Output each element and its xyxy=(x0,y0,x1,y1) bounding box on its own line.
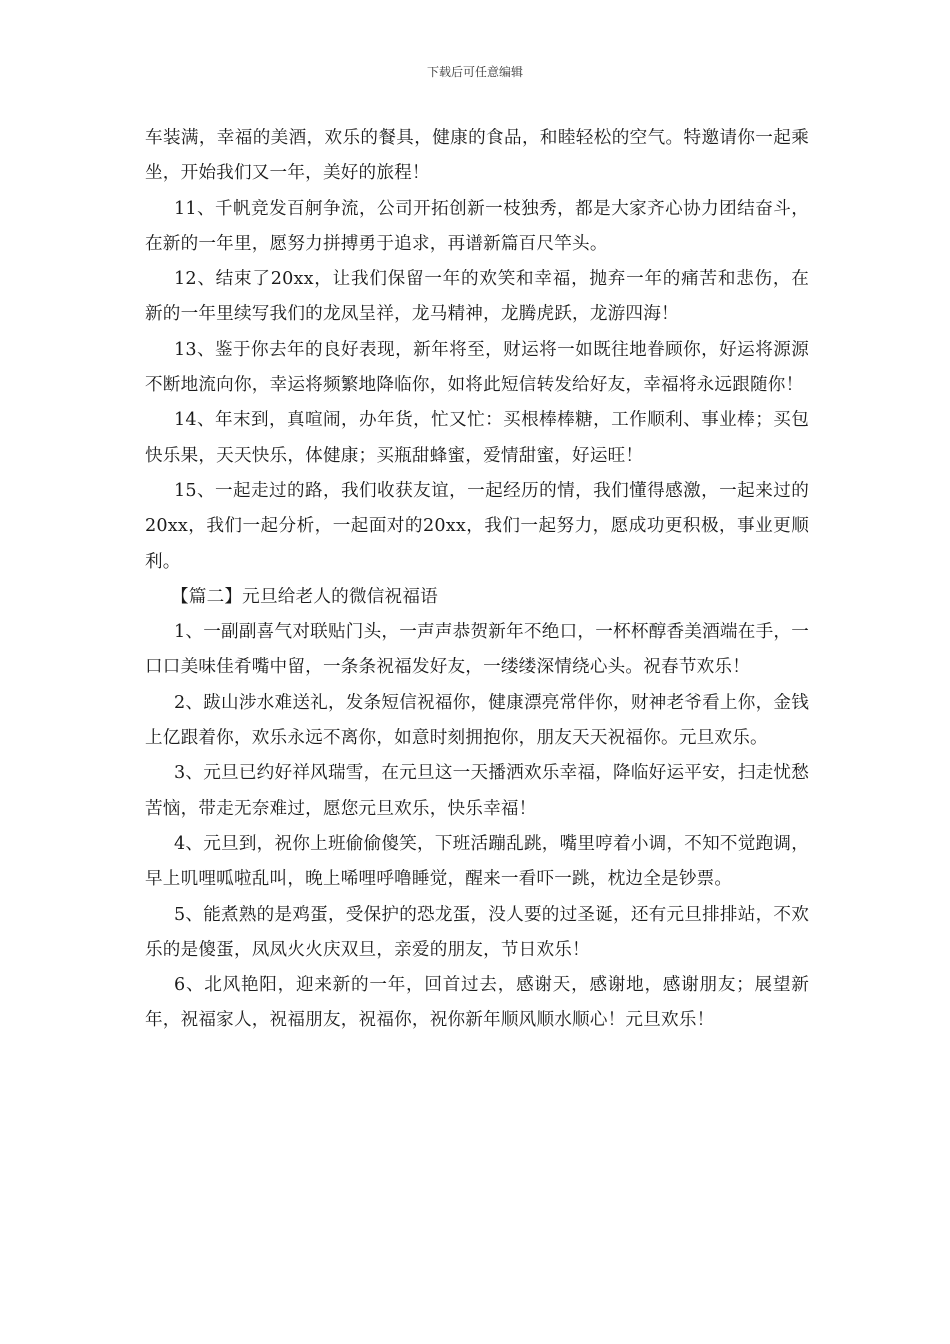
document-body xyxy=(145,121,809,1039)
section-heading: 【篇二】元旦给老人的微信祝福语 xyxy=(171,586,438,607)
paragraph: 6、北风艳阳，迎来新的一年，回首过去，感谢天，感谢地，感谢朋友；展望新年，祝福家人，祝福朋友，祝福你，祝你新年顺风顺水顺心！元旦欢乐！ xyxy=(145,975,809,1031)
paragraph: 1、一副副喜气对联贴门头，一声声恭贺新年不绝口，一杯杯醇香美酒端在手，一口口美味佳肴嘴中留，一条条祝福发好友，一缕缕深情绕心头。祝春节欢乐！ xyxy=(145,622,809,678)
paragraph: 15、一起走过的路，我们收获友谊，一起经历的情，我们懂得感激，一起来过的20xx，我们一起分析，一起面对的20xx，我们一起努力，愿成功更积极，事业更顺利。 xyxy=(145,480,809,572)
paragraph: 13、鉴于你去年的良好表现，新年将至，财运将一如既往地眷顾你，好运将源源不断地流向你，幸运将频繁地降临你，如将此短信转发给好友，幸福将永远跟随你！ xyxy=(145,339,809,396)
paragraph: 3、元旦已约好祥风瑞雪，在元旦这一天播洒欢乐幸福，降临好运平安，扫走忧愁苦恼，带走无奈难过，愿您元旦欢乐，快乐幸福！ xyxy=(145,763,809,819)
paragraph: 2、跋山涉水难送礼，发条短信祝福你，健康漂亮常伴你，财神老爷看上你，金钱上亿跟着你，欢乐永远不离你，如意时刻拥抱你，朋友天天祝福你。元旦欢乐。 xyxy=(145,692,809,749)
paragraph: 车装满，幸福的美酒，欢乐的餐具，健康的食品，和睦轻松的空气。特邀请你一起乘坐，开始我们又一年，美好的旅程！ xyxy=(145,128,809,184)
paragraph: 14、年末到，真喧闹，办年货，忙又忙：买根棒棒糖，工作顺利、事业棒；买包快乐果，天天快乐，体健康；买瓶甜蜂蜜，爱情甜蜜，好运旺！ xyxy=(145,410,809,466)
paragraph: 4、元旦到，祝你上班偷偷傻笑，下班活蹦乱跳，嘴里哼着小调，不知不觉跑调，早上叽哩呱啦乱叫，晚上唏哩呼噜睡觉，醒来一看吓一跳，枕边全是钞票。 xyxy=(145,833,809,890)
paragraph: 5、能煮熟的是鸡蛋，受保护的恐龙蛋，没人要的过圣诞，还有元旦排排站，不欢乐的是傻蛋，凤凤火火庆双旦，亲爱的朋友，节日欢乐！ xyxy=(145,904,809,960)
page-header: 下载后可任意编辑 xyxy=(426,65,523,79)
paragraph: 12、结束了20xx，让我们保留一年的欢笑和幸福，抛弃一年的痛苦和悲伤，在新的一年里续写我们的龙凤呈祥，龙马精神，龙腾虎跃，龙游四海！ xyxy=(145,269,809,325)
paragraph: 11、千帆竞发百舸争流，公司开拓创新一枝独秀，都是大家齐心协力团结奋斗，在新的一年里，愿努力拼搏勇于追求，再谱新篇百尺竿头。 xyxy=(145,198,809,254)
